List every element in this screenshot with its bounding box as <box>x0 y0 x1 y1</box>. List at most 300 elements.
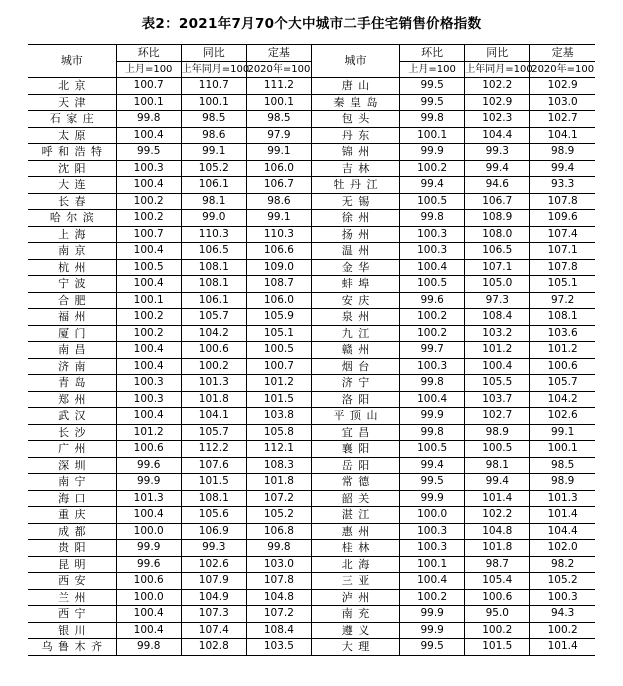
city-name-right: 安庆 <box>311 292 399 309</box>
mom-value-left: 100.4 <box>116 606 181 623</box>
base-value-right: 100.2 <box>530 622 595 639</box>
table-row <box>28 639 595 656</box>
mom-value-left: 100.7 <box>116 226 181 243</box>
city-name-right: 洛阳 <box>311 391 399 408</box>
yoy-value-right: 98.9 <box>465 424 530 441</box>
table-container <box>0 44 623 656</box>
city-name-right: 宜昌 <box>311 424 399 441</box>
mom-value-left: 99.6 <box>116 457 181 474</box>
base-value-left: 100.7 <box>246 358 311 375</box>
table-row <box>28 375 595 392</box>
yoy-value-left: 99.0 <box>181 210 246 227</box>
city-name-left: 昆明 <box>28 556 116 573</box>
mom-value-left: 100.4 <box>116 358 181 375</box>
mom-value-left: 100.6 <box>116 573 181 590</box>
table-header <box>28 45 595 78</box>
mom-value-right: 99.6 <box>400 292 465 309</box>
yoy-value-left: 106.5 <box>181 243 246 260</box>
city-name-right: 遵义 <box>311 622 399 639</box>
base-value-right: 108.1 <box>530 309 595 326</box>
table-row <box>28 523 595 540</box>
table-row <box>28 243 595 260</box>
table-row <box>28 342 595 359</box>
yoy-value-right: 102.2 <box>465 507 530 524</box>
base-value-left: 106.7 <box>246 177 311 194</box>
mom-value-right: 100.3 <box>400 540 465 557</box>
mom-value-left: 100.5 <box>116 259 181 276</box>
city-name-right: 平顶山 <box>311 408 399 425</box>
yoy-value-left: 101.3 <box>181 375 246 392</box>
mom-value-left: 100.2 <box>116 210 181 227</box>
city-name-right: 常德 <box>311 474 399 491</box>
base-value-right: 97.2 <box>530 292 595 309</box>
yoy-value-right: 105.0 <box>465 276 530 293</box>
table-row <box>28 441 595 458</box>
mom-value-right: 100.3 <box>400 226 465 243</box>
base-value-left: 110.3 <box>246 226 311 243</box>
table-row <box>28 325 595 342</box>
yoy-value-right: 102.3 <box>465 111 530 128</box>
mom-value-right: 99.5 <box>400 639 465 656</box>
mom-value-right: 100.4 <box>400 573 465 590</box>
base-value-right: 103.6 <box>530 325 595 342</box>
mom-value-right: 99.5 <box>400 474 465 491</box>
yoy-value-left: 98.5 <box>181 111 246 128</box>
base-value-right: 105.7 <box>530 375 595 392</box>
mom-value-left: 99.5 <box>116 144 181 161</box>
base-value-left: 107.2 <box>246 490 311 507</box>
base-value-left: 97.9 <box>246 127 311 144</box>
base-value-right: 104.1 <box>530 127 595 144</box>
city-name-right: 蚌埠 <box>311 276 399 293</box>
mom-value-left: 100.0 <box>116 589 181 606</box>
yoy-value-left: 105.7 <box>181 309 246 326</box>
yoy-value-left: 106.9 <box>181 523 246 540</box>
base-value-left: 100.1 <box>246 94 311 111</box>
city-name-right: 泸州 <box>311 589 399 606</box>
yoy-value-right: 103.2 <box>465 325 530 342</box>
city-name-right: 惠州 <box>311 523 399 540</box>
city-name-left: 西宁 <box>28 606 116 623</box>
mom-value-left: 100.4 <box>116 408 181 425</box>
yoy-value-left: 104.1 <box>181 408 246 425</box>
city-name-right: 徐州 <box>311 210 399 227</box>
base-value-left: 106.0 <box>246 160 311 177</box>
yoy-value-right: 101.2 <box>465 342 530 359</box>
base-value-right: 98.5 <box>530 457 595 474</box>
base-value-left: 105.2 <box>246 507 311 524</box>
mom-value-left: 99.8 <box>116 111 181 128</box>
yoy-value-left: 112.2 <box>181 441 246 458</box>
city-name-left: 海口 <box>28 490 116 507</box>
yoy-value-left: 108.1 <box>181 490 246 507</box>
mom-value-left: 100.4 <box>116 276 181 293</box>
yoy-value-right: 108.0 <box>465 226 530 243</box>
yoy-value-right: 97.3 <box>465 292 530 309</box>
header-group-base-right: 定基 <box>530 45 595 62</box>
mom-value-left: 99.9 <box>116 474 181 491</box>
yoy-value-left: 110.7 <box>181 78 246 95</box>
table-row <box>28 424 595 441</box>
base-value-left: 103.8 <box>246 408 311 425</box>
yoy-value-left: 102.6 <box>181 556 246 573</box>
table-body <box>28 78 595 656</box>
table-row <box>28 127 595 144</box>
header-group-mom-left: 环比 <box>116 45 181 62</box>
yoy-value-left: 105.2 <box>181 160 246 177</box>
city-name-right: 北海 <box>311 556 399 573</box>
city-name-left: 兰州 <box>28 589 116 606</box>
city-name-right: 烟台 <box>311 358 399 375</box>
yoy-value-left: 107.4 <box>181 622 246 639</box>
mom-value-right: 99.4 <box>400 177 465 194</box>
mom-value-right: 99.9 <box>400 490 465 507</box>
base-value-left: 104.8 <box>246 589 311 606</box>
city-name-left: 南宁 <box>28 474 116 491</box>
table-row <box>28 457 595 474</box>
base-value-right: 105.2 <box>530 573 595 590</box>
header-city-right: 城市 <box>311 45 399 78</box>
city-name-left: 深圳 <box>28 457 116 474</box>
mom-value-left: 100.0 <box>116 523 181 540</box>
table-row <box>28 573 595 590</box>
base-value-right: 99.4 <box>530 160 595 177</box>
yoy-value-left: 104.9 <box>181 589 246 606</box>
base-value-right: 102.0 <box>530 540 595 557</box>
yoy-value-right: 99.3 <box>465 144 530 161</box>
base-value-right: 107.1 <box>530 243 595 260</box>
city-name-left: 杭州 <box>28 259 116 276</box>
yoy-value-left: 101.8 <box>181 391 246 408</box>
yoy-value-right: 102.7 <box>465 408 530 425</box>
city-name-right: 三亚 <box>311 573 399 590</box>
table-row <box>28 606 595 623</box>
city-name-left: 广州 <box>28 441 116 458</box>
base-value-left: 101.2 <box>246 375 311 392</box>
mom-value-left: 100.3 <box>116 160 181 177</box>
city-name-left: 太原 <box>28 127 116 144</box>
city-name-left: 成都 <box>28 523 116 540</box>
mom-value-left: 100.7 <box>116 78 181 95</box>
mom-value-right: 99.9 <box>400 144 465 161</box>
base-value-right: 107.4 <box>530 226 595 243</box>
city-name-right: 无锡 <box>311 193 399 210</box>
base-value-right: 101.3 <box>530 490 595 507</box>
table-row <box>28 292 595 309</box>
yoy-value-right: 107.1 <box>465 259 530 276</box>
mom-value-right: 99.8 <box>400 424 465 441</box>
base-value-left: 107.8 <box>246 573 311 590</box>
yoy-value-left: 98.1 <box>181 193 246 210</box>
mom-value-right: 100.2 <box>400 160 465 177</box>
table-row <box>28 193 595 210</box>
city-name-right: 牡丹江 <box>311 177 399 194</box>
mom-value-right: 99.8 <box>400 111 465 128</box>
mom-value-right: 100.5 <box>400 441 465 458</box>
base-value-left: 106.6 <box>246 243 311 260</box>
base-value-left: 103.5 <box>246 639 311 656</box>
yoy-value-right: 108.4 <box>465 309 530 326</box>
yoy-value-left: 107.9 <box>181 573 246 590</box>
table-row <box>28 622 595 639</box>
mom-value-left: 99.8 <box>116 639 181 656</box>
mom-value-left: 100.4 <box>116 243 181 260</box>
mom-value-right: 100.2 <box>400 309 465 326</box>
header-sub-base-left: 2020年=100 <box>246 61 311 78</box>
table-row <box>28 540 595 557</box>
base-value-left: 108.7 <box>246 276 311 293</box>
yoy-value-left: 100.6 <box>181 342 246 359</box>
mom-value-left: 100.4 <box>116 507 181 524</box>
mom-value-left: 100.1 <box>116 292 181 309</box>
yoy-value-left: 110.3 <box>181 226 246 243</box>
base-value-left: 101.8 <box>246 474 311 491</box>
city-name-left: 济南 <box>28 358 116 375</box>
city-name-left: 南昌 <box>28 342 116 359</box>
city-name-right: 岳阳 <box>311 457 399 474</box>
yoy-value-left: 102.8 <box>181 639 246 656</box>
mom-value-left: 100.2 <box>116 325 181 342</box>
city-name-left: 宁波 <box>28 276 116 293</box>
yoy-value-right: 105.4 <box>465 573 530 590</box>
base-value-left: 109.0 <box>246 259 311 276</box>
mom-value-right: 99.4 <box>400 457 465 474</box>
mom-value-left: 99.6 <box>116 556 181 573</box>
table-row <box>28 210 595 227</box>
yoy-value-right: 99.4 <box>465 160 530 177</box>
city-name-left: 贵阳 <box>28 540 116 557</box>
yoy-value-right: 98.1 <box>465 457 530 474</box>
city-name-right: 金华 <box>311 259 399 276</box>
mom-value-left: 100.3 <box>116 375 181 392</box>
header-group-yoy-right: 同比 <box>465 45 530 62</box>
yoy-value-left: 107.3 <box>181 606 246 623</box>
base-value-left: 105.8 <box>246 424 311 441</box>
header-sub-mom-left: 上月=100 <box>116 61 181 78</box>
city-name-right: 温州 <box>311 243 399 260</box>
yoy-value-left: 98.6 <box>181 127 246 144</box>
mom-value-right: 99.8 <box>400 210 465 227</box>
mom-value-left: 99.9 <box>116 540 181 557</box>
base-value-left: 103.0 <box>246 556 311 573</box>
city-name-left: 厦门 <box>28 325 116 342</box>
header-group-base-left: 定基 <box>246 45 311 62</box>
yoy-value-left: 105.6 <box>181 507 246 524</box>
base-value-right: 100.1 <box>530 441 595 458</box>
yoy-value-right: 94.6 <box>465 177 530 194</box>
base-value-right: 101.4 <box>530 639 595 656</box>
yoy-value-left: 101.5 <box>181 474 246 491</box>
yoy-value-right: 102.9 <box>465 94 530 111</box>
table-row <box>28 259 595 276</box>
base-value-left: 105.9 <box>246 309 311 326</box>
table-row <box>28 507 595 524</box>
table-row <box>28 309 595 326</box>
city-name-left: 长春 <box>28 193 116 210</box>
base-value-left: 108.3 <box>246 457 311 474</box>
base-value-right: 105.1 <box>530 276 595 293</box>
base-value-left: 111.2 <box>246 78 311 95</box>
city-name-left: 乌鲁木齐 <box>28 639 116 656</box>
city-name-left: 银川 <box>28 622 116 639</box>
mom-value-left: 100.4 <box>116 127 181 144</box>
yoy-value-right: 100.5 <box>465 441 530 458</box>
header-sub-base-right: 2020年=100 <box>530 61 595 78</box>
yoy-value-right: 100.6 <box>465 589 530 606</box>
table-row <box>28 177 595 194</box>
mom-value-right: 100.3 <box>400 358 465 375</box>
yoy-value-left: 105.7 <box>181 424 246 441</box>
table-row <box>28 556 595 573</box>
base-value-right: 102.9 <box>530 78 595 95</box>
base-value-right: 94.3 <box>530 606 595 623</box>
city-name-right: 扬州 <box>311 226 399 243</box>
yoy-value-left: 107.6 <box>181 457 246 474</box>
yoy-value-right: 99.4 <box>465 474 530 491</box>
city-name-right: 秦皇岛 <box>311 94 399 111</box>
city-name-right: 湛江 <box>311 507 399 524</box>
mom-value-left: 100.6 <box>116 441 181 458</box>
mom-value-right: 100.4 <box>400 391 465 408</box>
table-row <box>28 111 595 128</box>
base-value-right: 107.8 <box>530 259 595 276</box>
mom-value-right: 99.8 <box>400 375 465 392</box>
mom-value-right: 100.0 <box>400 507 465 524</box>
city-name-left: 大连 <box>28 177 116 194</box>
table-row <box>28 144 595 161</box>
yoy-value-left: 108.1 <box>181 276 246 293</box>
base-value-left: 99.1 <box>246 210 311 227</box>
mom-value-left: 100.3 <box>116 391 181 408</box>
table-row <box>28 94 595 111</box>
base-value-left: 106.8 <box>246 523 311 540</box>
yoy-value-right: 105.5 <box>465 375 530 392</box>
yoy-value-left: 100.1 <box>181 94 246 111</box>
yoy-value-right: 95.0 <box>465 606 530 623</box>
yoy-value-right: 100.2 <box>465 622 530 639</box>
yoy-value-right: 108.9 <box>465 210 530 227</box>
base-value-right: 102.6 <box>530 408 595 425</box>
base-value-left: 108.4 <box>246 622 311 639</box>
table-row <box>28 490 595 507</box>
header-sub-yoy-right: 上年同月=100 <box>465 61 530 78</box>
header-row-group <box>28 45 595 62</box>
base-value-right: 100.3 <box>530 589 595 606</box>
mom-value-right: 100.3 <box>400 243 465 260</box>
base-value-right: 99.1 <box>530 424 595 441</box>
table-row <box>28 160 595 177</box>
mom-value-right: 99.9 <box>400 622 465 639</box>
yoy-value-right: 104.8 <box>465 523 530 540</box>
header-group-mom-right: 环比 <box>400 45 465 62</box>
header-group-yoy-left: 同比 <box>181 45 246 62</box>
city-name-left: 重庆 <box>28 507 116 524</box>
yoy-value-right: 106.5 <box>465 243 530 260</box>
mom-value-left: 100.4 <box>116 622 181 639</box>
mom-value-right: 100.4 <box>400 259 465 276</box>
mom-value-left: 100.1 <box>116 94 181 111</box>
base-value-right: 104.4 <box>530 523 595 540</box>
base-value-left: 99.8 <box>246 540 311 557</box>
table-row <box>28 78 595 95</box>
yoy-value-left: 99.1 <box>181 144 246 161</box>
city-name-left: 合肥 <box>28 292 116 309</box>
base-value-right: 102.7 <box>530 111 595 128</box>
page-title: 表2：2021年7月70个大中城市二手住宅销售价格指数 <box>141 16 482 32</box>
city-name-right: 南充 <box>311 606 399 623</box>
city-name-right: 丹东 <box>311 127 399 144</box>
city-name-left: 武汉 <box>28 408 116 425</box>
mom-value-right: 100.2 <box>400 325 465 342</box>
city-name-left: 南京 <box>28 243 116 260</box>
city-name-right: 吉林 <box>311 160 399 177</box>
base-value-right: 98.2 <box>530 556 595 573</box>
city-name-left: 福州 <box>28 309 116 326</box>
city-name-right: 包头 <box>311 111 399 128</box>
city-name-left: 长沙 <box>28 424 116 441</box>
base-value-right: 103.0 <box>530 94 595 111</box>
mom-value-left: 101.3 <box>116 490 181 507</box>
yoy-value-left: 100.2 <box>181 358 246 375</box>
base-value-right: 100.6 <box>530 358 595 375</box>
yoy-value-right: 101.8 <box>465 540 530 557</box>
mom-value-left: 100.4 <box>116 177 181 194</box>
base-value-right: 109.6 <box>530 210 595 227</box>
price-index-table <box>28 44 595 656</box>
mom-value-left: 100.2 <box>116 193 181 210</box>
base-value-right: 98.9 <box>530 144 595 161</box>
base-value-right: 98.9 <box>530 474 595 491</box>
yoy-value-left: 106.1 <box>181 177 246 194</box>
city-name-right: 锦州 <box>311 144 399 161</box>
table-row <box>28 276 595 293</box>
yoy-value-left: 104.2 <box>181 325 246 342</box>
mom-value-right: 100.5 <box>400 276 465 293</box>
mom-value-right: 99.5 <box>400 94 465 111</box>
base-value-left: 106.0 <box>246 292 311 309</box>
table-row <box>28 391 595 408</box>
mom-value-right: 100.1 <box>400 127 465 144</box>
table-row <box>28 226 595 243</box>
base-value-right: 104.2 <box>530 391 595 408</box>
mom-value-right: 99.7 <box>400 342 465 359</box>
yoy-value-left: 106.1 <box>181 292 246 309</box>
city-name-right: 泉州 <box>311 309 399 326</box>
city-name-right: 大理 <box>311 639 399 656</box>
mom-value-left: 100.2 <box>116 309 181 326</box>
city-name-left: 西安 <box>28 573 116 590</box>
base-value-left: 100.5 <box>246 342 311 359</box>
base-value-left: 101.5 <box>246 391 311 408</box>
yoy-value-right: 106.7 <box>465 193 530 210</box>
table-row <box>28 358 595 375</box>
city-name-left: 青岛 <box>28 375 116 392</box>
mom-value-right: 99.5 <box>400 78 465 95</box>
yoy-value-left: 108.1 <box>181 259 246 276</box>
city-name-left: 呼和浩特 <box>28 144 116 161</box>
city-name-right: 赣州 <box>311 342 399 359</box>
yoy-value-right: 100.4 <box>465 358 530 375</box>
mom-value-right: 100.5 <box>400 193 465 210</box>
city-name-left: 天津 <box>28 94 116 111</box>
table-row <box>28 408 595 425</box>
yoy-value-right: 102.2 <box>465 78 530 95</box>
base-value-right: 101.2 <box>530 342 595 359</box>
base-value-left: 98.5 <box>246 111 311 128</box>
base-value-right: 93.3 <box>530 177 595 194</box>
mom-value-right: 100.2 <box>400 589 465 606</box>
yoy-value-left: 99.3 <box>181 540 246 557</box>
